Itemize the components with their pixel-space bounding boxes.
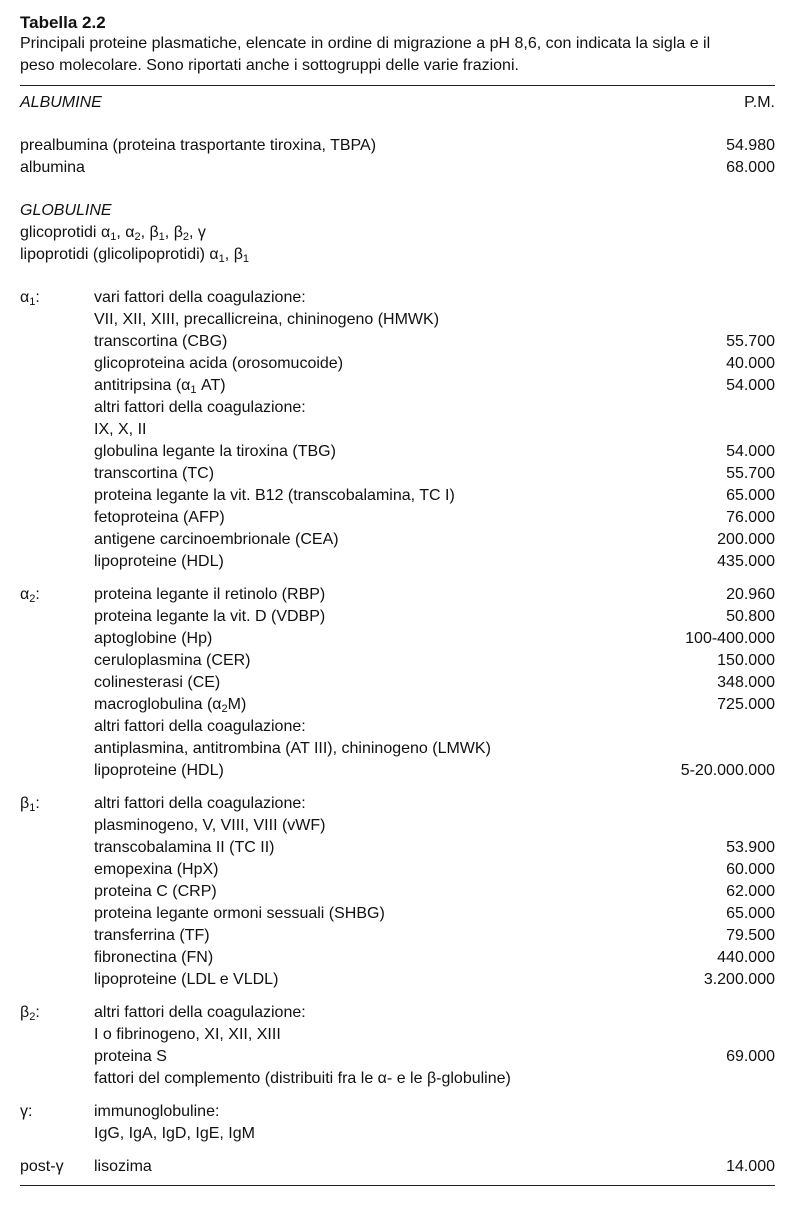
subscript: 2	[221, 703, 228, 715]
protein-name: lisozima	[94, 1158, 152, 1175]
protein-row	[20, 969, 775, 991]
protein-name: transcortina (CBG)	[94, 333, 228, 350]
globulin-group	[20, 1156, 775, 1178]
section-globuline-heading	[20, 200, 775, 222]
protein-name: IX, X, II	[94, 421, 147, 438]
molecular-weight: 54.000	[726, 443, 775, 460]
protein-name: transferrina (TF)	[94, 927, 210, 944]
group-label: post-γ	[20, 1158, 64, 1175]
molecular-weight: 440.000	[717, 949, 775, 966]
protein-name: antigene carcinoembrionale (CEA)	[94, 531, 339, 548]
protein-row	[20, 1156, 775, 1178]
molecular-weight: 54.980	[726, 137, 775, 154]
protein-row	[20, 157, 775, 179]
protein-name: proteina legante il retinolo (RBP)	[94, 586, 326, 603]
globulin-group	[20, 793, 775, 991]
molecular-weight: 100-400.000	[685, 630, 775, 647]
subscript: 1	[158, 231, 165, 243]
protein-row	[20, 694, 775, 716]
globulin-group	[20, 1002, 775, 1090]
protein-row	[20, 584, 775, 606]
protein-row	[20, 628, 775, 650]
protein-row	[20, 903, 775, 925]
top-rule	[20, 85, 775, 86]
subscript: 1	[29, 802, 36, 814]
protein-row	[20, 1101, 775, 1123]
molecular-weight: 50.800	[726, 608, 775, 625]
protein-name: immunoglobuline:	[94, 1103, 220, 1120]
protein-row	[20, 1002, 775, 1024]
protein-row	[20, 738, 775, 760]
molecular-weight: 55.700	[726, 333, 775, 350]
protein-row	[20, 859, 775, 881]
protein-name: albumina	[20, 159, 85, 176]
molecular-weight: 435.000	[717, 553, 775, 570]
protein-name: lipoproteine (HDL)	[94, 553, 224, 570]
protein-row	[20, 397, 775, 419]
subscript: 1	[242, 253, 250, 265]
protein-row	[20, 1068, 775, 1090]
molecular-weight: 60.000	[726, 861, 775, 878]
group-label: $\beta_1$:	[20, 795, 40, 814]
protein-name: I o fibrinogeno, XI, XII, XIII	[94, 1026, 281, 1043]
protein-name: transcortina (TC)	[94, 465, 215, 482]
protein-name: VII, XII, XIII, precallicreina, chininogeno (HMWK)	[94, 311, 440, 328]
protein-row	[20, 463, 775, 485]
protein-row	[20, 529, 775, 551]
group-spacer	[20, 991, 775, 1002]
protein-row	[20, 375, 775, 397]
protein-row	[20, 650, 775, 672]
protein-name: ceruloplasmina (CER)	[94, 652, 251, 669]
protein-row	[20, 287, 775, 309]
molecular-weight: 5-20.000.000	[680, 762, 775, 779]
group-label: $\alpha_1$:	[20, 289, 40, 308]
subscript: 2	[29, 593, 36, 605]
protein-name: altri fattori della coagulazione:	[94, 795, 306, 812]
globulin-group	[20, 287, 775, 573]
subscript: 1	[110, 231, 117, 243]
caption-line-2: peso molecolare. Sono riportati anche i sottogruppi delle varie frazioni.	[20, 57, 519, 74]
protein-name: proteina legante la vit. B12 (transcobalamina, TC I)	[94, 487, 455, 504]
protein-row	[20, 881, 775, 903]
molecular-weight: 348.000	[717, 674, 775, 691]
protein-name: fattori del complemento (distribuiti fra le α- e le β-globuline)	[94, 1070, 511, 1087]
group-label: $\beta_2$:	[20, 1004, 40, 1023]
molecular-weight: 200.000	[717, 531, 775, 548]
group-spacer	[20, 782, 775, 793]
protein-row	[20, 419, 775, 441]
protein-name: emopexina (HpX)	[94, 861, 219, 878]
protein-row	[20, 135, 775, 157]
protein-row	[20, 672, 775, 694]
protein-name: antiplasmina, antitrombina (AT III), chininogeno (LMWK)	[94, 740, 491, 757]
molecular-weight: 79.500	[726, 927, 775, 944]
subscript: 1	[218, 253, 225, 265]
lipoprotidi-text: lipoprotidi (glicolipoprotidi) $\alpha_1$, $\beta_1$	[20, 246, 250, 265]
protein-name: proteina legante la vit. D (VDBP)	[94, 608, 326, 625]
glicoprotidi-row	[20, 222, 775, 244]
molecular-weight: 3.200.000	[703, 971, 775, 988]
protein-row	[20, 947, 775, 969]
molecular-weight: 76.000	[726, 509, 775, 526]
table-label: Tabella 2.2	[20, 13, 106, 32]
globulin-group	[20, 584, 775, 782]
molecular-weight: 53.900	[726, 839, 775, 856]
column-header-pm: P.M.	[744, 94, 775, 111]
protein-row	[20, 793, 775, 815]
subscript: 1	[190, 384, 197, 396]
subscript: 2	[134, 231, 141, 243]
molecular-weight: 14.000	[726, 1158, 775, 1175]
protein-row	[20, 331, 775, 353]
group-spacer	[20, 573, 775, 584]
protein-row	[20, 1046, 775, 1068]
protein-name: altri fattori della coagulazione:	[94, 399, 306, 416]
subscript: 1	[29, 296, 36, 308]
molecular-weight: 65.000	[726, 905, 775, 922]
protein-name: glicoproteina acida (orosomucoide)	[94, 355, 344, 372]
protein-row	[20, 925, 775, 947]
protein-name: antitripsina ($\alpha_1$ AT)	[94, 377, 226, 396]
group-spacer	[20, 1090, 775, 1101]
table-caption	[20, 33, 775, 77]
protein-row	[20, 837, 775, 859]
protein-name: colinesterasi (CE)	[94, 674, 221, 691]
protein-name: fetoproteina (AFP)	[94, 509, 225, 526]
protein-name: prealbumina (proteina trasportante tiroxina, TBPA)	[20, 137, 377, 154]
molecular-weight: 69.000	[726, 1048, 775, 1065]
protein-name: vari fattori della coagulazione:	[94, 289, 306, 306]
protein-name: fibronectina (FN)	[94, 949, 214, 966]
protein-name: plasminogeno, V, VIII, VIII (vWF)	[94, 817, 326, 834]
protein-name: IgG, IgA, IgD, IgE, IgM	[94, 1125, 255, 1142]
protein-row	[20, 353, 775, 375]
protein-name: transcobalamina II (TC II)	[94, 839, 275, 856]
protein-name: proteina S	[94, 1048, 167, 1065]
protein-name: altri fattori della coagulazione:	[94, 718, 306, 735]
protein-row	[20, 441, 775, 463]
protein-name: proteina C (CRP)	[94, 883, 217, 900]
molecular-weight: 20.960	[726, 586, 775, 603]
globuline-title: GLOBULINE	[20, 202, 112, 219]
protein-row	[20, 815, 775, 837]
header-row	[20, 92, 775, 114]
molecular-weight: 68.000	[726, 159, 775, 176]
protein-row	[20, 606, 775, 628]
protein-name: lipoproteine (HDL)	[94, 762, 224, 779]
molecular-weight: 725.000	[717, 696, 775, 713]
document-page	[20, 12, 775, 1186]
lipoprotidi-row	[20, 244, 775, 266]
bottom-rule	[20, 1185, 775, 1186]
subscript: 2	[29, 1011, 36, 1023]
section-albumine-heading: ALBUMINE	[20, 94, 102, 111]
albumine-list	[20, 135, 775, 179]
group-label: γ:	[20, 1103, 33, 1120]
molecular-weight: 65.000	[726, 487, 775, 504]
molecular-weight: 54.000	[726, 377, 775, 394]
globulin-groups	[20, 287, 775, 1178]
protein-row	[20, 507, 775, 529]
protein-row	[20, 716, 775, 738]
molecular-weight: 40.000	[726, 355, 775, 372]
protein-name: globulina legante la tiroxina (TBG)	[94, 443, 336, 460]
protein-row	[20, 309, 775, 331]
protein-name: macroglobulina $(\alpha_2M)$	[94, 696, 247, 715]
protein-name: lipoproteine (LDL e VLDL)	[94, 971, 279, 988]
glicoprotidi-text: glicoprotidi $\alpha_1$, $\alpha_2$, $\beta_1$, $\beta_2$, γ	[20, 224, 206, 243]
molecular-weight: 55.700	[726, 465, 775, 482]
group-label: $\alpha_2$:	[20, 586, 40, 605]
molecular-weight: 62.000	[726, 883, 775, 900]
protein-row	[20, 760, 775, 782]
caption-line-1: Principali proteine plasmatiche, elencate in ordine di migrazione a pH 8,6, con indicata la sigla e il	[20, 35, 711, 52]
protein-name: proteina legante ormoni sessuali (SHBG)	[94, 905, 385, 922]
protein-row	[20, 1024, 775, 1046]
protein-name: aptoglobine (Hp)	[94, 630, 213, 647]
molecular-weight: 150.000	[717, 652, 775, 669]
globulin-group	[20, 1101, 775, 1145]
subscript: 2	[182, 231, 190, 243]
group-spacer	[20, 1145, 775, 1156]
protein-row	[20, 551, 775, 573]
protein-name: altri fattori della coagulazione:	[94, 1004, 306, 1021]
protein-row	[20, 485, 775, 507]
protein-row	[20, 1123, 775, 1145]
